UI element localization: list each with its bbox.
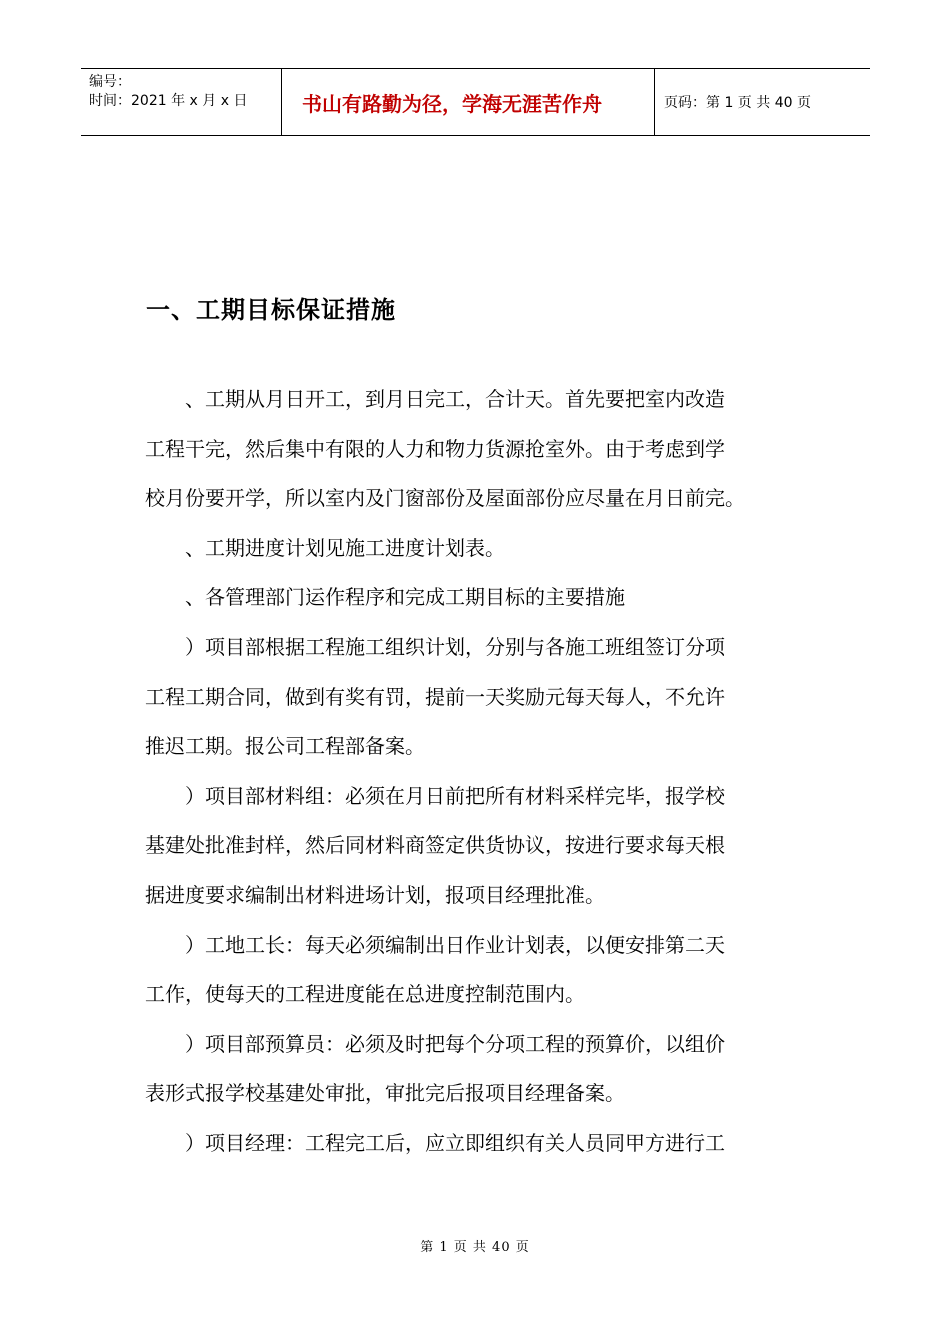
header-motto: 书山有路勤为径，学海无涯苦作舟 (302, 91, 602, 116)
header-meta-cell (81, 69, 282, 135)
paragraph-line: 校月份要开学，所以室内及门窗部份及屋面部份应尽量在月日前完。 (145, 486, 745, 511)
paragraph-line: 推迟工期。报公司工程部备案。 (145, 734, 425, 759)
paragraph-line: 工程干完，然后集中有限的人力和物力货源抢室外。由于考虑到学 (145, 436, 725, 461)
paragraph-line: ）项目经理：工程完工后，应立即组织有关人员同甲方进行工 (185, 1130, 725, 1155)
paragraph-line: ）项目部根据工程施工组织计划，分别与各施工班组签订分项 (185, 634, 725, 659)
paragraph-line: 据进度要求编制出材料进场计划，报项目经理批准。 (145, 882, 605, 907)
paragraph-line: 基建处批准封样，然后同材料商签定供货协议，按进行要求每天根 (145, 833, 725, 858)
document-time-label: 时间：2021 年 x 月 x 日 (89, 93, 248, 109)
paragraph-line: ）项目部预算员：必须及时把每个分项工程的预算价，以组价 (185, 1031, 725, 1056)
paragraph-line: ）项目部材料组：必须在月日前把所有材料采样完毕，报学校 (185, 783, 725, 808)
header-table (81, 68, 870, 136)
paragraph-line: 、各管理部门运作程序和完成工期目标的主要措施 (185, 585, 625, 610)
header-page-cell (655, 69, 870, 135)
paragraph-line: 、工期进度计划见施工进度计划表。 (185, 535, 505, 560)
section-heading: 一、工期目标保证措施 (146, 296, 396, 324)
paragraph-line: 、工期从月日开工，到月日完工，合计天。首先要把室内改造 (185, 387, 725, 411)
paragraph-line: ）工地工长：每天必须编制出日作业计划表，以便安排第二天 (185, 932, 725, 957)
header-page-number: 页码：第 1 页 共 40 页 (664, 95, 811, 111)
page-footer: 第 1 页 共 40 页 (420, 1240, 530, 1255)
body-text (145, 375, 810, 1169)
paragraph-line: 工作，使每天的工程进度能在总进度控制范围内。 (145, 982, 585, 1007)
document-number-label: 编号： (89, 74, 131, 90)
header-motto-cell (282, 69, 655, 135)
paragraph-line: 表形式报学校基建处审批，审批完后报项目经理备案。 (145, 1081, 625, 1106)
paragraph-line: 工程工期合同，做到有奖有罚，提前一天奖励元每天每人，不允许 (145, 684, 725, 709)
